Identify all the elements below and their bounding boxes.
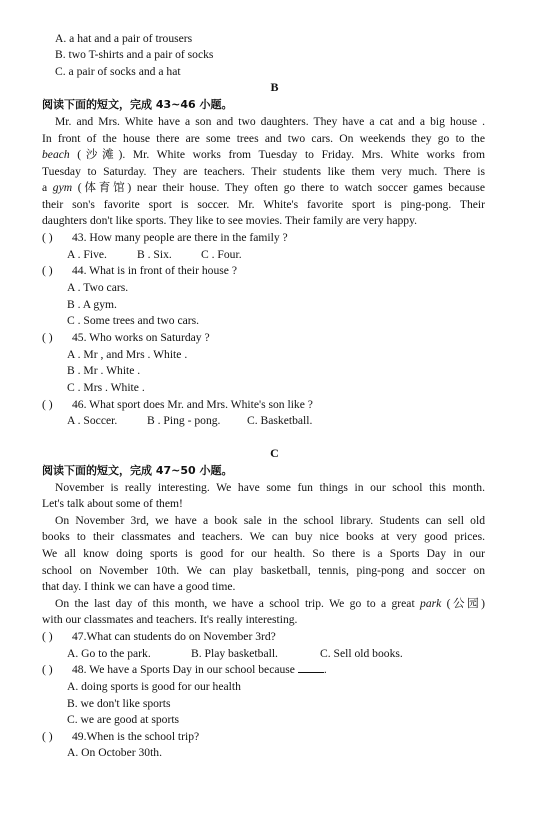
- question-44: [42, 263, 237, 279]
- question-stem: 43. How many people are there in the family ?: [72, 231, 288, 244]
- question-48: [42, 662, 327, 678]
- passage-c-line: November is really interesting. We have some fun things in our school this month.: [55, 481, 485, 494]
- option: A . Mr , and Mrs . White .: [67, 348, 188, 361]
- passage-b-line: daughters don't like sports. They like to see movies. Their family are very happy.: [42, 214, 418, 227]
- answer-blank[interactable]: ( ): [42, 331, 53, 344]
- question-47-options: [67, 646, 403, 662]
- question-43: [42, 230, 288, 246]
- question-stem: 47.What can students do on November 3rd?: [72, 630, 276, 643]
- option: A. On October 30th.: [67, 746, 162, 759]
- option: A. doing sports is good for our health: [67, 680, 241, 693]
- section-b-label: B: [270, 80, 279, 94]
- question-stem: 44. What is in front of their house ?: [72, 264, 237, 277]
- answer-blank[interactable]: ( ): [42, 398, 53, 411]
- option: C. Sell old books.: [320, 647, 403, 660]
- option: C . Some trees and two cars.: [67, 314, 200, 327]
- question-49: [42, 729, 199, 745]
- passage-b-line: their son's favorite sport is soccer. Mr. White's favorite sport is ping-pong. Their: [42, 198, 485, 211]
- fill-in-blank[interactable]: [298, 662, 324, 673]
- question-stem: 45. Who works on Saturday ?: [72, 331, 210, 344]
- section-c-label: C: [270, 446, 279, 460]
- question-45: [42, 330, 210, 346]
- option: B. Play basketball.: [191, 647, 278, 660]
- option: A . Soccer.: [67, 414, 118, 427]
- option: C . Four.: [201, 248, 242, 261]
- question-stem: 48. We have a Sports Day in our school because: [72, 663, 295, 676]
- passage-b-line: Mr. and Mrs. White have a son and two daughters. They have a cat and a big house .: [55, 115, 485, 128]
- question-46: [42, 397, 313, 413]
- option: B . Ping - pong.: [147, 414, 221, 427]
- question-46-options: [67, 413, 312, 429]
- passage-b-line: a gym (体育馆) near their house. They often go there to watch soccer games because: [42, 181, 485, 194]
- option: B . Six.: [137, 248, 172, 261]
- passage-c-line: books to their classmates and teachers. We can buy nice books at very good prices.: [42, 530, 485, 543]
- passage-c-line: with our classmates and teachers. It's really interesting.: [42, 613, 298, 626]
- answer-blank[interactable]: ( ): [42, 264, 53, 277]
- question-stem: 49.When is the school trip?: [72, 730, 200, 743]
- question-stem: 46. What sport does Mr. and Mrs. White's son like ?: [72, 398, 313, 411]
- passage-c-line: We all know doing sports is good for our health. So there is a Sports Day in our: [42, 547, 485, 560]
- passage-c-line: On the last day of this month, we have a school trip. We go to a great park (公园): [55, 597, 485, 610]
- answer-blank[interactable]: ( ): [42, 663, 53, 676]
- option: B . Mr . White .: [67, 364, 141, 377]
- passage-c-line: school on November 10th. We can play basketball, tennis, ping-pong and soccer on: [42, 564, 485, 577]
- option: C. Basketball.: [247, 414, 313, 427]
- passage-c-line: Let's talk about some of them!: [42, 497, 183, 510]
- option: B. we don't like sports: [67, 697, 171, 710]
- answer-blank[interactable]: ( ): [42, 630, 53, 643]
- section-c-instruction: 阅读下面的短文，完成 47~50 小题。: [42, 464, 233, 477]
- question-43-options: [67, 247, 242, 263]
- option: B . A gym.: [67, 298, 117, 311]
- option: A . Five.: [67, 248, 107, 261]
- prev-option-a: A. a hat and a pair of trousers: [55, 32, 193, 45]
- question-stem-end: .: [323, 663, 327, 676]
- option: C. we are good at sports: [67, 713, 180, 726]
- passage-c-line: On November 3rd, we have a book sale in the school library. Students can sell old: [55, 514, 485, 527]
- prev-option-c: C. a pair of socks and a hat: [55, 65, 181, 78]
- option: A. Go to the park.: [67, 647, 151, 660]
- passage-b-line: In front of the house there are some trees and two cars. On weekends they go to the: [42, 132, 485, 145]
- section-b-instruction: 阅读下面的短文，完成 43~46 小题。: [42, 98, 233, 111]
- passage-b-line: beach (沙滩). Mr. White works from Tuesday to Friday. Mrs. White works from: [42, 148, 485, 161]
- passage-b-line: Tuesday to Saturday. They are teachers. Their students like them very much. There is: [42, 165, 485, 178]
- question-47: [42, 629, 276, 645]
- answer-blank[interactable]: ( ): [42, 231, 53, 244]
- prev-option-b: B. two T-shirts and a pair of socks: [55, 48, 214, 61]
- option: C . Mrs . White .: [67, 381, 145, 394]
- answer-blank[interactable]: ( ): [42, 730, 53, 743]
- passage-c-line: that day. I think we can have a good time.: [42, 580, 236, 593]
- option: A . Two cars.: [67, 281, 129, 294]
